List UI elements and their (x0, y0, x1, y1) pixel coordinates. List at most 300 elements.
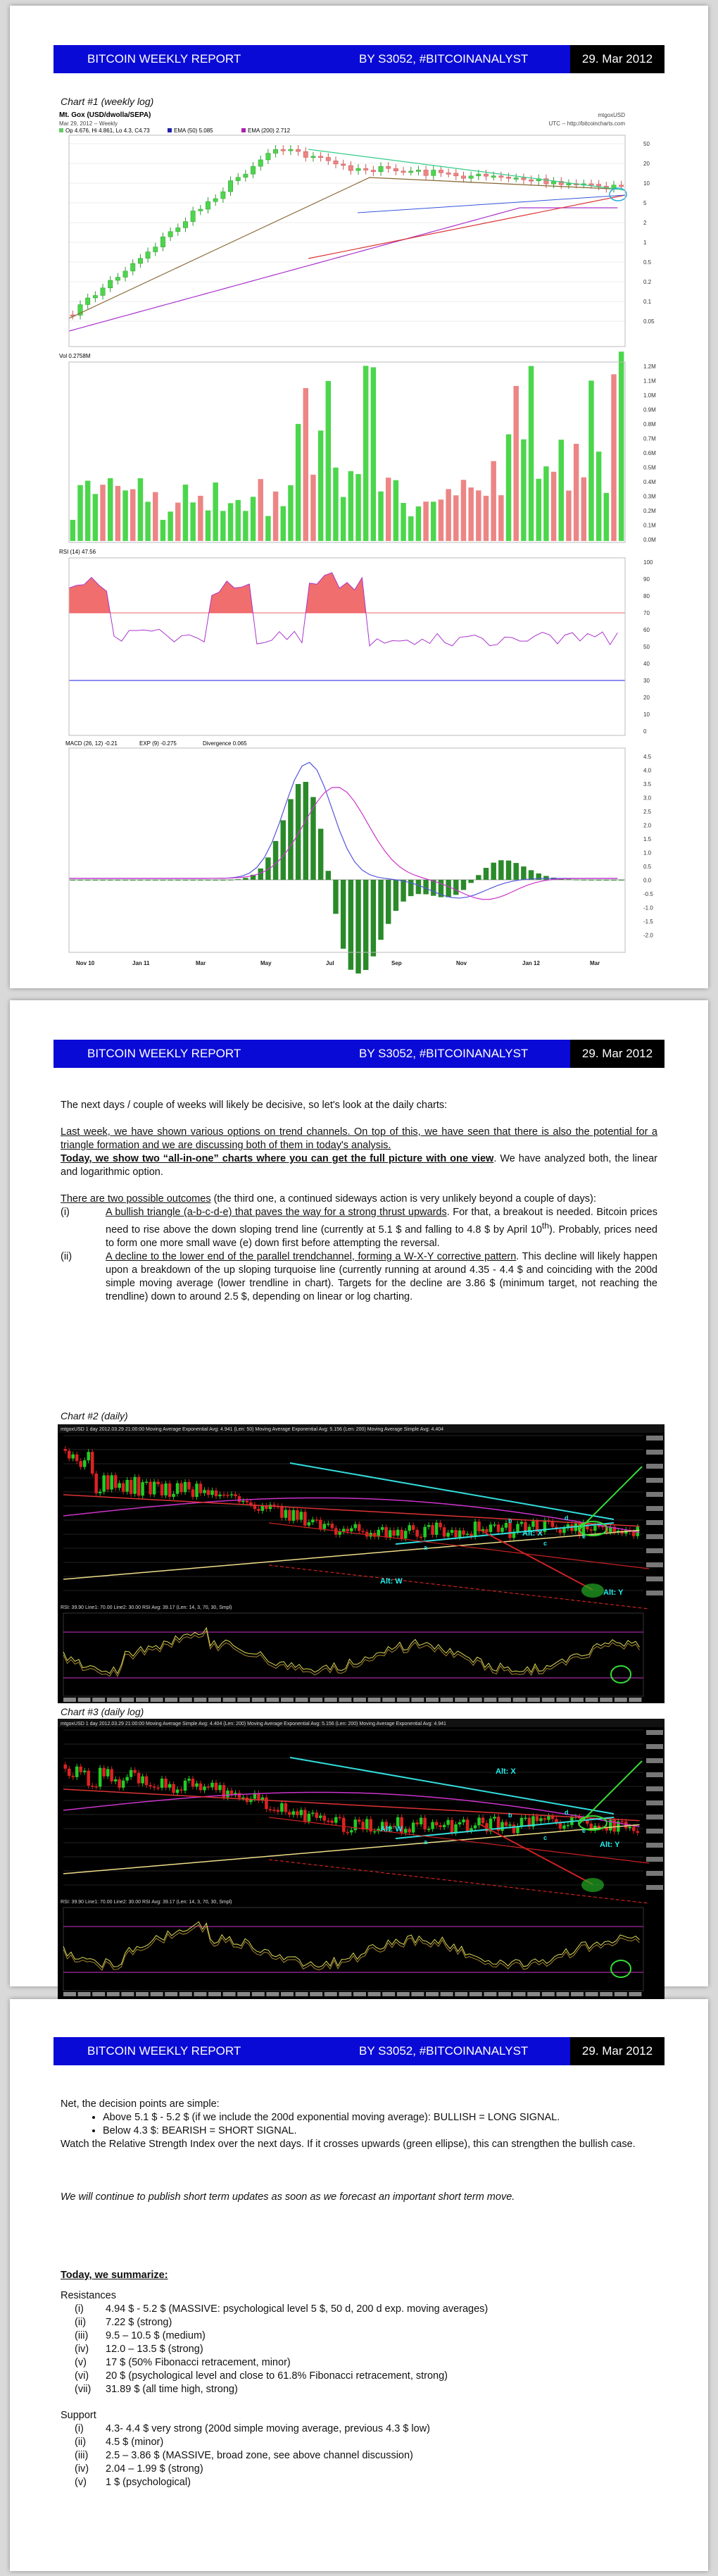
chart1-macd-histogram-bar (453, 880, 458, 895)
resistance-item (61, 2343, 657, 2356)
chart1-macd-legend-div: Divergence 0.065 (203, 740, 247, 747)
page2-text (61, 1099, 657, 1304)
chart1-candle (401, 171, 405, 173)
chart1-macd-tick: 0.5 (643, 864, 652, 870)
candle (632, 1531, 635, 1536)
candle (207, 1490, 210, 1495)
candle (389, 1530, 391, 1537)
candle (555, 1819, 558, 1822)
date-axis-label (339, 1698, 351, 1702)
outcome-text (106, 1206, 657, 1250)
chart1-volume-bar (273, 492, 278, 541)
candle (122, 1781, 125, 1788)
support-text: 2.04 – 1.99 $ (strong) (106, 2463, 203, 2475)
candle (443, 1825, 446, 1827)
chart1-macd-tick: 1.5 (643, 836, 652, 842)
candle (300, 1810, 303, 1815)
candle (199, 1483, 202, 1493)
candle (110, 1769, 113, 1781)
resistance-number: (i) (75, 2303, 84, 2315)
chart1-macd-histogram-bar (220, 880, 225, 881)
date-axis-label (368, 1992, 381, 1996)
chart1-candle (131, 263, 135, 271)
chart2-topbar: mtgoxUSD 1 day 2012.03.29 21:00:00 Moving Average Exponential Avg: 4.941 (Len: 50) Moving Average Exponential Avg: 5.156 (Len: 200) Moving Average Simple Avg: 4.404 (61, 1427, 444, 1432)
wave-label: c (543, 1540, 548, 1547)
chart1-macd-histogram-bar (265, 857, 270, 880)
candle (184, 1482, 187, 1492)
chart1-candle (266, 154, 270, 160)
candle (180, 1790, 182, 1791)
date-axis-label (498, 1992, 511, 1996)
chart1-vol-tick: 0.3M (643, 493, 656, 500)
candle (160, 1484, 163, 1495)
date-axis-label (107, 1698, 120, 1702)
candle (79, 1767, 82, 1772)
chart1-volume-bar (235, 500, 240, 541)
chart1-candle (484, 174, 488, 176)
candle (184, 1781, 187, 1791)
candle (331, 1821, 334, 1823)
chart1-macd-histogram-bar (378, 880, 383, 940)
candle (64, 1765, 67, 1769)
date-axis-label (78, 1698, 91, 1702)
chart1-vol-tick: 0.0M (643, 537, 656, 543)
candle (94, 1786, 97, 1788)
date-axis-label (266, 1698, 279, 1702)
candle (176, 1483, 179, 1494)
date-axis-label (165, 1698, 177, 1702)
price-scale-label (646, 1436, 663, 1441)
chart1-volume-bar (333, 468, 338, 541)
date-axis-label (441, 1698, 453, 1702)
candle (539, 1818, 542, 1821)
candle (288, 1510, 291, 1521)
chart1-subtitle: Mar 29, 2012 -- Weekly (59, 120, 118, 127)
chart1-macd-tick: 3.0 (643, 795, 652, 802)
candle (567, 1825, 569, 1827)
chart1-vol-tick: 1.2M (643, 363, 656, 370)
candle (327, 1524, 329, 1525)
chart1-volume-bar (355, 474, 360, 541)
date-axis-label (542, 1992, 555, 1996)
chart1-macd-histogram-bar (581, 880, 586, 881)
chart1-source2: UTC -- http://bitcoincharts.com (548, 120, 625, 127)
chart1-macd-histogram-bar (190, 880, 195, 881)
chart1-macd-tick: 2.0 (643, 822, 652, 829)
chart1-macd-histogram-bar (371, 880, 376, 957)
candle (481, 1817, 484, 1823)
chart1-candle (303, 151, 308, 157)
chart1-vol-tick: 0.4M (643, 479, 656, 485)
outcome-number: (i) (61, 1207, 70, 1218)
chart1-volume-bar (506, 435, 511, 541)
chart1-candle (289, 149, 293, 151)
candle (327, 1821, 329, 1822)
candle (439, 1523, 441, 1528)
chart1-price-tick: 0.05 (643, 318, 655, 325)
date-axis-label (121, 1698, 134, 1702)
date-axis-label (498, 1698, 511, 1702)
date-axis-label (586, 1992, 598, 1996)
candle (241, 1798, 244, 1799)
chart1-candle (199, 209, 203, 211)
date-axis-label (237, 1992, 250, 1996)
date-axis-label (586, 1698, 598, 1702)
candle (505, 1523, 508, 1528)
chart1-volume-bar (115, 486, 120, 541)
price-scale-label (646, 1534, 663, 1539)
date-axis-label (600, 1992, 612, 1996)
candle (350, 1528, 353, 1531)
candle (400, 1530, 403, 1538)
chart1-macd-histogram-bar (393, 880, 398, 911)
chart1-volume-bar (588, 380, 593, 541)
candle (516, 1524, 519, 1531)
chart1-macd-histogram-bar (153, 880, 158, 881)
report-page-2 (10, 1000, 708, 1986)
chart1-macd-histogram-bar (213, 880, 218, 881)
candle (114, 1779, 117, 1781)
candle (632, 1827, 635, 1831)
candle (427, 1829, 430, 1831)
chart1-volume-bar (596, 452, 601, 541)
candle (207, 1786, 210, 1788)
chart1-volume-bar (310, 475, 315, 541)
chart1-candle (108, 280, 113, 288)
chart1-macd-histogram-bar (363, 880, 368, 970)
candle (361, 1531, 364, 1532)
candle (114, 1475, 117, 1488)
chart1-candle (273, 149, 277, 153)
support-title: Support (61, 2410, 96, 2421)
chart1-volume-bar (183, 485, 188, 541)
candle (412, 1525, 415, 1530)
chart1-volume-bar (611, 374, 616, 541)
resistance-item (61, 2356, 657, 2370)
chart1-macd-histogram-bar (115, 880, 120, 881)
candle (130, 1770, 132, 1777)
chart1-macd-histogram-bar (145, 880, 150, 881)
candle (562, 1529, 565, 1533)
date-axis-label (527, 1992, 540, 1996)
candle (621, 1822, 624, 1823)
resistances-list (61, 2303, 657, 2396)
candle (172, 1494, 175, 1497)
chart1-candle (529, 180, 533, 181)
date-axis-label (208, 1992, 221, 1996)
candle (172, 1784, 175, 1793)
candle (315, 1812, 318, 1817)
chart1-rsi-tick: 10 (643, 711, 650, 718)
chart1-macd-histogram-bar (130, 880, 135, 881)
chart1-price-tick: 10 (643, 180, 650, 187)
candle (226, 1791, 229, 1798)
date-axis-label (470, 1698, 482, 1702)
chart1-macd-histogram-bar (619, 880, 624, 881)
candle (284, 1510, 287, 1518)
candle (423, 1527, 426, 1538)
date-axis-label (63, 1698, 76, 1702)
chart1-x-tick: Sep (391, 960, 402, 966)
chart1-candle (138, 259, 142, 263)
chart1-macd-histogram-bar (574, 880, 579, 881)
chart1-candle (363, 168, 367, 170)
chart1-macd-histogram-bar (401, 880, 405, 902)
chart1-volume-bar (536, 479, 541, 541)
chart1-volume-bar (220, 511, 225, 541)
candle (137, 1477, 140, 1495)
chart1-volume-bar (521, 440, 526, 541)
date-axis-label (484, 1992, 496, 1996)
date-axis-label (208, 1698, 221, 1702)
chart1-candle (183, 222, 187, 228)
candle (203, 1490, 206, 1493)
candle (99, 1492, 101, 1493)
chart1-candle (221, 192, 225, 199)
resistance-number: (vii) (75, 2384, 92, 2395)
chart1-macd-histogram-bar (566, 879, 571, 880)
chart1-macd-histogram-bar (491, 863, 496, 880)
candle (431, 1525, 434, 1535)
summary-title: Today, we summarize: (61, 2270, 168, 2281)
chart1-macd-histogram-bar (168, 880, 172, 881)
candle (257, 1509, 260, 1511)
outcome-item (61, 1250, 657, 1304)
candle (87, 1452, 89, 1460)
chart1-volume-bar (251, 497, 256, 541)
price-scale-label (646, 1520, 663, 1525)
candle (246, 1501, 248, 1502)
report-author: BY S3052, #BITCOINANALYST (359, 1047, 529, 1060)
chart1-volume-bar (581, 478, 586, 541)
candle (68, 1451, 70, 1459)
candle (462, 1819, 465, 1822)
candle (551, 1522, 554, 1527)
date-axis-label (600, 1698, 612, 1702)
price-scale-label (646, 1885, 663, 1890)
chart1-macd-histogram-bar (303, 782, 308, 880)
candle (547, 1816, 550, 1819)
wave-label: e (582, 1533, 586, 1540)
report-date: 29. Mar 2012 (570, 45, 665, 73)
chart1-candle (296, 149, 300, 151)
chart1-volume-bar (363, 366, 368, 541)
candle (323, 1815, 326, 1820)
chart1-macd-histogram-bar (604, 880, 609, 881)
chart1-volume-bar (619, 351, 624, 541)
candle (68, 1769, 70, 1776)
date-axis-label (180, 1698, 192, 1702)
candle (164, 1779, 167, 1788)
chart1-volume-bar (85, 480, 90, 541)
candle (210, 1783, 213, 1788)
date-axis-label (310, 1992, 322, 1996)
chart1-volume-bar (416, 506, 421, 541)
resistance-item (61, 2303, 657, 2316)
report-title: BITCOIN WEEKLY REPORT (87, 52, 241, 66)
candle (531, 1521, 534, 1526)
support-text: 4.3- 4.4 $ very strong (200d simple moving average, previous 4.3 $ low) (106, 2423, 431, 2434)
date-axis-label (615, 1698, 627, 1702)
chart1-volume-bar (341, 497, 346, 541)
chart1-candle (115, 278, 120, 280)
chart1-volume-bar (288, 485, 293, 541)
candle (187, 1779, 190, 1781)
chart1-macd-histogram-bar (588, 880, 593, 881)
report-page-3 (10, 1999, 708, 2571)
chart1-macd-histogram-bar (100, 880, 105, 881)
date-axis-label (426, 1992, 439, 1996)
candle (269, 1809, 272, 1810)
candle (334, 1817, 337, 1823)
wave-label: c (543, 1834, 548, 1841)
candle (83, 1771, 86, 1772)
chart1-rsi-tick: 100 (643, 559, 653, 566)
chart3-alt-w: Alt: W (380, 1825, 403, 1834)
chart1-macd-histogram-bar (160, 880, 165, 881)
chart1-vol-tick: 0.2M (643, 508, 656, 514)
candle (91, 1786, 94, 1787)
date-axis-label (382, 1992, 395, 1996)
date-axis-label (542, 1698, 555, 1702)
chart1-candle (334, 161, 338, 164)
support-text: 2.5 – 3.86 $ (MASSIVE, broad zone, see above channel discussion) (106, 2450, 413, 2461)
candle (342, 1818, 345, 1832)
date-axis-label (78, 1992, 91, 1996)
report-date: 29. Mar 2012 (570, 2037, 665, 2065)
date-axis-label (252, 1992, 265, 1996)
chart1-candle (168, 232, 172, 237)
chart1-candle (424, 170, 428, 175)
chart1-macd-histogram-bar (122, 880, 127, 881)
resistance-item (61, 2383, 657, 2396)
date-axis-label (571, 1698, 584, 1702)
candle (323, 1524, 326, 1529)
date-axis-label (411, 1698, 424, 1702)
chart1-macd-histogram-bar (206, 880, 210, 881)
candle (462, 1531, 465, 1535)
chart1-vol-tick: 1.1M (643, 378, 656, 385)
candle (187, 1482, 190, 1489)
chart1-volume-bar (168, 511, 172, 541)
chart1-volume-bar (138, 478, 143, 541)
candle (358, 1524, 360, 1531)
candle (435, 1523, 438, 1535)
chart1-rsi-tick: 0 (643, 728, 647, 735)
resistances-title: Resistances (61, 2290, 116, 2301)
candle (489, 1524, 492, 1531)
candle (292, 1811, 295, 1815)
date-axis-label (266, 1992, 279, 1996)
chart1-macd-tick: 3.5 (643, 781, 652, 788)
outcome-body2: ). Probably, prices need to form one more small wave (e) down first before attempting the reversal. (106, 1224, 658, 1249)
resistance-number: (ii) (75, 2317, 87, 2328)
candle (133, 1770, 136, 1773)
chart1-volume-bar (431, 502, 436, 541)
decision-intro: Net, the decision points are simple: (61, 2098, 220, 2110)
candle (210, 1491, 213, 1495)
candle (415, 1822, 418, 1824)
chart1-candle (341, 164, 345, 166)
chart1-volume-bar (153, 492, 158, 541)
chart1-vol-tick: 0.8M (643, 421, 656, 428)
candle (605, 1828, 608, 1831)
chart1-x-tick: Jul (326, 960, 334, 966)
date-axis-label (92, 1992, 105, 1996)
chart1-volume-bar (408, 516, 413, 541)
candle (590, 1529, 593, 1531)
price-scale-label (646, 1829, 663, 1834)
candle (122, 1483, 125, 1492)
chart1-price-tick: 0.1 (643, 299, 652, 305)
chart1-candle (416, 170, 420, 171)
date-axis-label (571, 1992, 584, 1996)
chart1-rsi-tick: 40 (643, 661, 650, 667)
date-axis-label (325, 1992, 337, 1996)
chart1-candle (153, 247, 158, 252)
candle (106, 1769, 109, 1776)
date-axis-label (194, 1992, 206, 1996)
report-header (53, 45, 665, 73)
candle (466, 1819, 469, 1831)
outcome-title: A decline to the lower end of the parallel trendchannel, forming a W-X-Y corrective pattern (106, 1250, 517, 1262)
candle (296, 1510, 298, 1520)
chart1-candle (356, 168, 360, 170)
chart1-macd-histogram-bar (85, 880, 90, 881)
candle (125, 1777, 128, 1781)
chart1-macd-histogram-bar (355, 880, 360, 973)
chart1-candle (318, 156, 322, 158)
chart1-rsi-tick: 20 (643, 695, 650, 701)
candle (358, 1819, 360, 1822)
chart1-volume-bar (318, 430, 323, 541)
candle (458, 1822, 461, 1824)
date-axis-label (470, 1992, 482, 1996)
wave-label: a (424, 1544, 428, 1551)
chart1-volume-bar (386, 478, 391, 541)
chart1-macd-histogram-bar (77, 880, 82, 881)
chart1-volume-bar (476, 490, 481, 541)
chart1-volume-bar (198, 496, 203, 541)
candle (133, 1477, 136, 1494)
outcomes-paragraph (61, 1193, 657, 1206)
chart1-x-tick: Jan 12 (522, 960, 540, 966)
candle (249, 1502, 252, 1505)
chart1-candle (393, 168, 398, 171)
chart1-macd-histogram-bar (543, 876, 548, 880)
candle (102, 1768, 105, 1777)
candle (191, 1489, 194, 1497)
support-number: (ii) (75, 2437, 87, 2448)
chart1-vol-label: Vol 0.2758M (59, 353, 91, 359)
wave-label: e (582, 1827, 586, 1834)
chart1-macd-histogram-bar (310, 797, 315, 880)
candle (153, 1786, 156, 1788)
candle (384, 1527, 387, 1537)
resistance-number: (v) (75, 2357, 87, 2368)
chart1-vol-tick: 0.7M (643, 435, 656, 442)
candle (241, 1501, 244, 1502)
chart1-macd-tick: 4.5 (643, 754, 652, 760)
support-text: 4.5 $ (minor) (106, 2437, 164, 2448)
price-scale-label (646, 1478, 663, 1483)
candle (222, 1495, 225, 1496)
candle (176, 1790, 179, 1793)
candle (118, 1779, 120, 1788)
chart1-candle (461, 176, 465, 178)
chart1-macd-histogram-bar (596, 880, 601, 881)
candle (524, 1818, 527, 1819)
